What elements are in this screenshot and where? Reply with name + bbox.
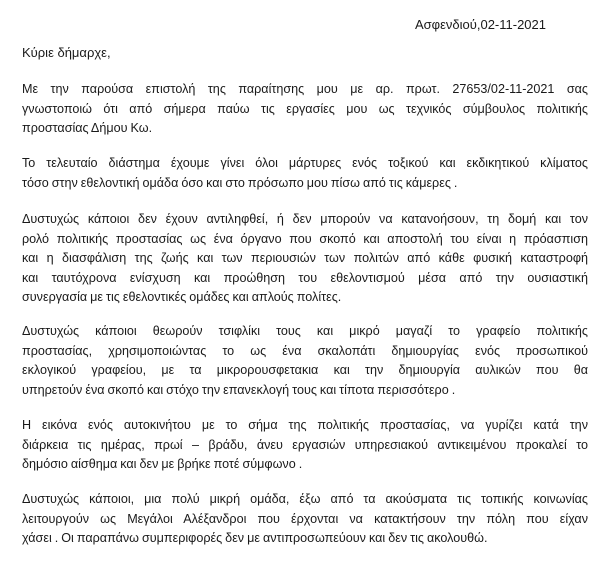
text-line: υπηρετούν ένα σκοπό και στόχο την επανεκλογή τους και τίποτα περισσότερο . <box>22 382 456 397</box>
text-line: τόσο στην εθελοντική ομάδα όσο και στο πρόσωπο μου πίσω από τις κάμερες . <box>22 175 458 190</box>
text-line: εκλογικού γραφείου, με τα μικρορουσφετακια και την δημιουργία αυλικών που θα <box>22 363 588 377</box>
text-line: Δυστυχώς κάποιοι, μια πολύ μικρή ομάδα, έξω από τα ακούσματα τις τοπικής κοινωνίας <box>22 492 588 506</box>
text-line: συνεργασία με τις εθελοντικές ομάδες και απλούς πολίτες. <box>22 290 342 304</box>
text-line: προστασίας Δήμου Κω. <box>22 121 153 135</box>
date-line: Ασφενδιού,02-11-2021 <box>414 17 546 32</box>
paragraph-toxic-climate <box>22 154 588 193</box>
text-line: γνωστοποιώ ότι από σήμερα παύω τις εργασίες μου ως τεχνικός σύμβουλος πολιτικής <box>22 101 588 116</box>
text-line: Με την παρούσα επιστολή της παραίτησης μου με αρ. πρωτ. 27653/02-11-2021 σας <box>22 82 588 96</box>
text-line: προστασίας, χρησιμοποιώντας το ως ένα σκαλοπάτι δημιουργίας ενός προσωπικού <box>22 343 588 358</box>
paragraph-role-of-civil-protection <box>22 210 588 308</box>
text-line: Η εικόνα ενός αυτοκινήτου με το σήμα της πολιτικής προστασίας, να γυρίζει κατά την <box>22 418 588 432</box>
text-line: χάσει . Οι παραπάνω συμπεριφορές δεν με αντιπροσωπεύουν και δεν τις ακολουθώ. <box>22 531 488 545</box>
text-line: και ταυτόχρονα ενίσχυση και προώθηση του εθελοντισμού μέσα από την ουσιαστική <box>22 270 588 285</box>
text-line: ρολό πολιτικής προστασίας ως ένα όργανο που σκοπό και αποστολή του είναι η πρόασπιση <box>22 231 588 246</box>
text-line: διάρκεια τις ημέρας, πρωί – βράδυ, άνευ εργασιών υπηρεσιακού αντικειμένου προκαλεί το <box>22 437 588 452</box>
paragraph-vehicle-image <box>22 416 588 475</box>
salutation: Κύριε δήμαρχε, <box>22 45 111 60</box>
text-line: λειτουργούν ως Μεγάλοι Αλέξανδροι που έρχονται να κατακτήσουν την πόλη που είχαν <box>22 511 588 526</box>
text-line: Δυστυχώς κάποιοι δεν έχουν αντιληφθεί, ή δεν μπορούν να κατανοήσουν, τη δομή και τον <box>22 212 588 226</box>
paragraph-resignation-notice <box>22 80 588 139</box>
paragraph-office-misuse <box>22 322 588 400</box>
text-line: Το τελευταίο διάστημα έχουμε γίνει όλοι μάρτυρες ενός τοξικού και εκδικητικού κλίματος <box>22 156 588 170</box>
text-line: Δυστυχώς κάποιοι θεωρούν τσιφλίκι τους και μικρό μαγαζί το γραφείο πολιτικής <box>22 324 588 338</box>
paragraph-small-group <box>22 490 588 549</box>
text-line: και η διασφάλιση της ζωής και των περιουσιών των πολιτών από κάθε φυσική καταστροφή <box>22 251 588 265</box>
text-line: δημόσιο αίσθημα και δεν με βρήκε ποτέ σύμφωνο . <box>22 457 303 471</box>
